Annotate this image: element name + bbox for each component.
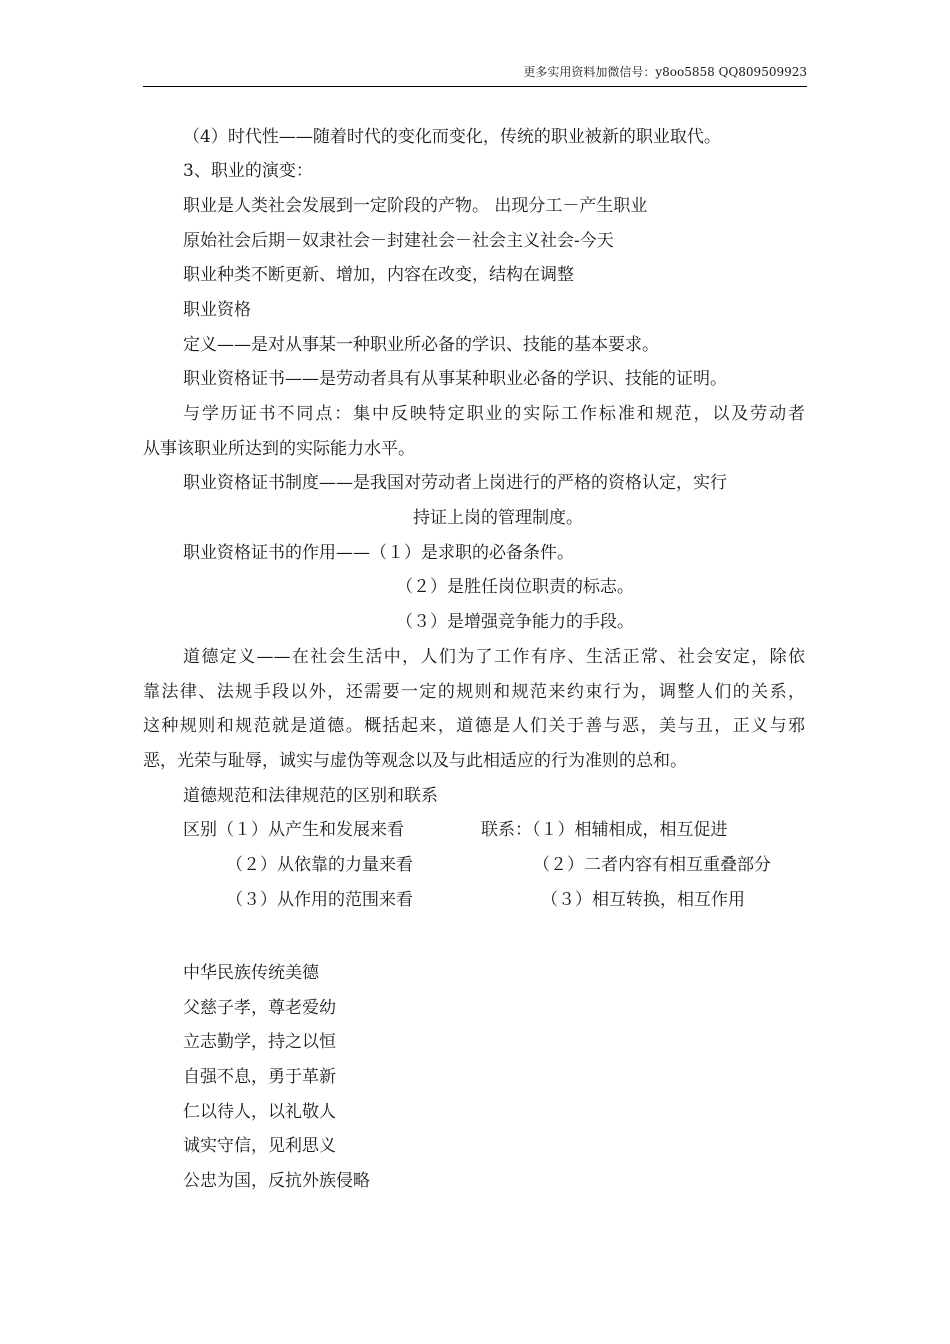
text-line: （4）时代性——随着时代的变化而变化，传统的职业被新的职业取代。 xyxy=(183,127,721,147)
text-line: （２）是胜任岗位职责的标志。 xyxy=(396,577,634,597)
virtue-item: 父慈子孝，尊老爱幼 xyxy=(183,998,336,1018)
connection-item: （３）相互转换，相互作用 xyxy=(541,890,745,910)
text-line: 职业资格证书的作用——（１）是求职的必备条件。 xyxy=(183,543,574,563)
virtue-item: 诚实守信，见利思义 xyxy=(183,1136,336,1156)
difference-item: （３）从作用的范围来看 xyxy=(226,890,413,910)
virtue-item: 公忠为国，反抗外族侵略 xyxy=(183,1171,370,1191)
paragraph-line: 恶，光荣与耻辱，诚实与虚伪等观念以及与此相适应的行为准则的总和。 xyxy=(143,751,687,771)
paragraph-line: 道德定义——在社会生活中，人们为了工作有序、生活正常、社会安定，除依 xyxy=(183,647,805,667)
text-line: （３）是增强竞争能力的手段。 xyxy=(396,612,634,632)
text-line: 职业种类不断更新、增加，内容在改变，结构在调整 xyxy=(183,265,574,285)
text-line: 职业是人类社会发展到一定阶段的产物。 出现分工－产生职业 xyxy=(183,196,648,216)
section-heading: 中华民族传统美德 xyxy=(183,963,319,983)
section-heading: 3、职业的演变： xyxy=(183,161,313,181)
virtue-item: 立志勤学，持之以恒 xyxy=(183,1032,336,1052)
paragraph-line: 靠法律、法规手段以外，还需要一定的规则和规范来约束行为，调整人们的关系， xyxy=(143,682,805,702)
text-line: 持证上岗的管理制度。 xyxy=(413,508,583,528)
text-line: 从事该职业所达到的实际能力水平。 xyxy=(143,439,415,459)
text-line: 职业资格证书——是劳动者具有从事某种职业必备的学识、技能的证明。 xyxy=(183,369,727,389)
text-line: 原始社会后期－奴隶社会－封建社会－社会主义社会-今天 xyxy=(183,231,614,251)
text-line: 职业资格证书制度——是我国对劳动者上岗进行的严格的资格认定，实行 xyxy=(183,473,727,493)
text-line: 定义——是对从事某一种职业所必备的学识、技能的基本要求。 xyxy=(183,335,659,355)
difference-item: 区别（１）从产生和发展来看 xyxy=(183,820,404,840)
difference-item: （２）从依靠的力量来看 xyxy=(226,855,413,875)
section-heading: 职业资格 xyxy=(183,300,251,320)
page-header: 更多实用资料加微信号：y8oo5858 QQ809509923 xyxy=(143,62,807,87)
section-heading: 道德规范和法律规范的区别和联系 xyxy=(183,786,438,806)
paragraph-line: 这种规则和规范就是道德。概括起来，道德是人们关于善与恶，美与丑，正义与邪 xyxy=(143,716,805,736)
virtue-item: 仁以待人，以礼敬人 xyxy=(183,1102,336,1122)
virtue-item: 自强不息，勇于革新 xyxy=(183,1067,336,1087)
text-line: 与学历证书不同点：集中反映特定职业的实际工作标准和规范，以及劳动者 xyxy=(183,404,805,424)
connection-item: （２）二者内容有相互重叠部分 xyxy=(533,855,771,875)
connection-item: 联系：（１）相辅相成，相互促进 xyxy=(481,820,728,840)
